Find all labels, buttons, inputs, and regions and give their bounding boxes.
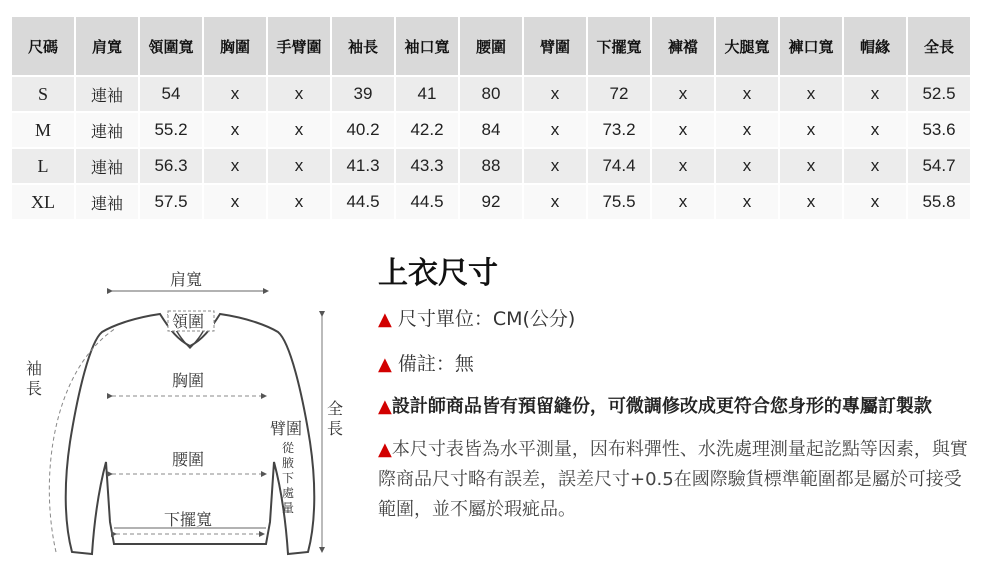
table-cell: 57.5 xyxy=(140,185,202,219)
table-row xyxy=(12,149,970,183)
table-cell: x xyxy=(652,77,714,111)
header-cell: 全長 xyxy=(908,17,970,75)
unit-text: 尺寸單位：CM(公分) xyxy=(397,308,576,330)
table-row xyxy=(12,113,970,147)
table-cell: 44.5 xyxy=(396,185,458,219)
table-cell: 43.3 xyxy=(396,149,458,183)
table-cell: 53.6 xyxy=(908,113,970,147)
table-cell: 連袖 xyxy=(76,77,138,111)
header-cell: 領圍寬 xyxy=(140,17,202,75)
table-cell: 54.7 xyxy=(908,149,970,183)
table-cell: x xyxy=(780,113,842,147)
measurement-note xyxy=(378,435,978,525)
header-cell: 腰圍 xyxy=(460,17,522,75)
note-line xyxy=(378,349,978,380)
table-cell: x xyxy=(716,185,778,219)
table-row xyxy=(12,77,970,111)
arm-note-char: 處 xyxy=(282,486,295,500)
table-cell: x xyxy=(652,149,714,183)
header-cell: 胸圍 xyxy=(204,17,266,75)
hem-label: 下擺寬 xyxy=(164,510,213,529)
size-label-cell: S xyxy=(12,77,74,111)
header-cell: 帽緣 xyxy=(844,17,906,75)
table-cell: 41.3 xyxy=(332,149,394,183)
tailoring-note xyxy=(378,392,978,421)
size-table-header-row xyxy=(12,17,970,75)
arm-note-char: 量 xyxy=(282,501,295,515)
table-cell: 55.2 xyxy=(140,113,202,147)
table-cell: 72 xyxy=(588,77,650,111)
table-cell: x xyxy=(844,185,906,219)
table-cell: x xyxy=(652,185,714,219)
header-cell: 褲襠 xyxy=(652,17,714,75)
red-triangle-icon: ▲ xyxy=(378,396,392,417)
size-label-cell: M xyxy=(12,113,74,147)
table-cell: x xyxy=(524,149,586,183)
table-cell: x xyxy=(268,113,330,147)
collar-label: 領圍 xyxy=(172,312,205,331)
waist-label: 腰圍 xyxy=(172,450,205,469)
table-cell: x xyxy=(716,149,778,183)
table-cell: 連袖 xyxy=(76,149,138,183)
table-cell: 連袖 xyxy=(76,185,138,219)
total-length-label-1: 全 xyxy=(327,399,344,418)
info-title: 上衣尺寸 xyxy=(378,256,498,291)
table-cell: 92 xyxy=(460,185,522,219)
table-cell: x xyxy=(524,113,586,147)
table-cell: x xyxy=(204,185,266,219)
size-table xyxy=(10,15,972,221)
table-cell: x xyxy=(844,149,906,183)
size-label-cell: L xyxy=(12,149,74,183)
arm-note xyxy=(282,441,295,515)
unit-line xyxy=(378,304,978,335)
arm-note-char: 從 xyxy=(282,441,295,455)
table-cell: 40.2 xyxy=(332,113,394,147)
table-cell: 74.4 xyxy=(588,149,650,183)
table-cell: 連袖 xyxy=(76,113,138,147)
table-cell: x xyxy=(204,149,266,183)
table-cell: 84 xyxy=(460,113,522,147)
header-cell: 臂圍 xyxy=(524,17,586,75)
table-cell: x xyxy=(268,77,330,111)
table-cell: x xyxy=(524,185,586,219)
table-cell: x xyxy=(780,77,842,111)
sleeve-length-label-1: 袖 xyxy=(26,359,43,378)
header-cell: 手臂圍 xyxy=(268,17,330,75)
tailoring-note-text: 設計師商品皆有預留縫份，可微調修改成更符合您身形的專屬訂製款 xyxy=(391,396,932,417)
table-cell: x xyxy=(268,185,330,219)
red-triangle-icon: ▲ xyxy=(378,309,392,330)
table-cell: 75.5 xyxy=(588,185,650,219)
table-cell: x xyxy=(844,113,906,147)
arm-note-char: 腋 xyxy=(282,456,295,470)
table-cell: 52.5 xyxy=(908,77,970,111)
header-cell: 大腿寬 xyxy=(716,17,778,75)
table-cell: 55.8 xyxy=(908,185,970,219)
header-cell: 尺碼 xyxy=(12,17,74,75)
table-cell: x xyxy=(844,77,906,111)
arm-label: 臂圍 xyxy=(270,419,303,438)
arm-note-char: 下 xyxy=(282,471,295,485)
header-cell: 袖口寬 xyxy=(396,17,458,75)
header-cell: 下擺寬 xyxy=(588,17,650,75)
red-triangle-icon: ▲ xyxy=(378,439,392,460)
size-info-panel xyxy=(378,254,978,525)
table-cell: 41 xyxy=(396,77,458,111)
table-cell: 56.3 xyxy=(140,149,202,183)
table-cell: x xyxy=(716,77,778,111)
note-text: 備註：無 xyxy=(397,353,474,375)
table-cell: 80 xyxy=(460,77,522,111)
table-cell: 88 xyxy=(460,149,522,183)
header-cell: 袖長 xyxy=(332,17,394,75)
table-cell: 39 xyxy=(332,77,394,111)
total-length-label-2: 長 xyxy=(327,419,344,438)
header-cell: 肩寬 xyxy=(76,17,138,75)
sleeve-length-label-2: 長 xyxy=(26,379,43,398)
table-cell: 73.2 xyxy=(588,113,650,147)
table-cell: 54 xyxy=(140,77,202,111)
chest-label: 胸圍 xyxy=(172,371,205,390)
table-row xyxy=(12,185,970,219)
table-cell: x xyxy=(204,77,266,111)
table-cell: 44.5 xyxy=(332,185,394,219)
header-cell: 褲口寬 xyxy=(780,17,842,75)
sweater-measurement-diagram xyxy=(20,262,365,567)
table-cell: 42.2 xyxy=(396,113,458,147)
size-label-cell: XL xyxy=(12,185,74,219)
table-cell: x xyxy=(780,149,842,183)
table-cell: x xyxy=(780,185,842,219)
table-cell: x xyxy=(716,113,778,147)
table-cell: x xyxy=(268,149,330,183)
table-cell: x xyxy=(652,113,714,147)
red-triangle-icon: ▲ xyxy=(378,354,392,375)
shoulder-width-label: 肩寬 xyxy=(170,270,203,289)
measurement-note-text: 本尺寸表皆為水平測量，因布料彈性、水洗處理測量起訖點等因素，與實際商品尺寸略有誤差，誤差尺寸+0.5在國際驗貨標準範圍都是屬於可接受範圍，並不屬於瑕疵品。 xyxy=(378,439,968,520)
table-cell: x xyxy=(204,113,266,147)
table-cell: x xyxy=(524,77,586,111)
